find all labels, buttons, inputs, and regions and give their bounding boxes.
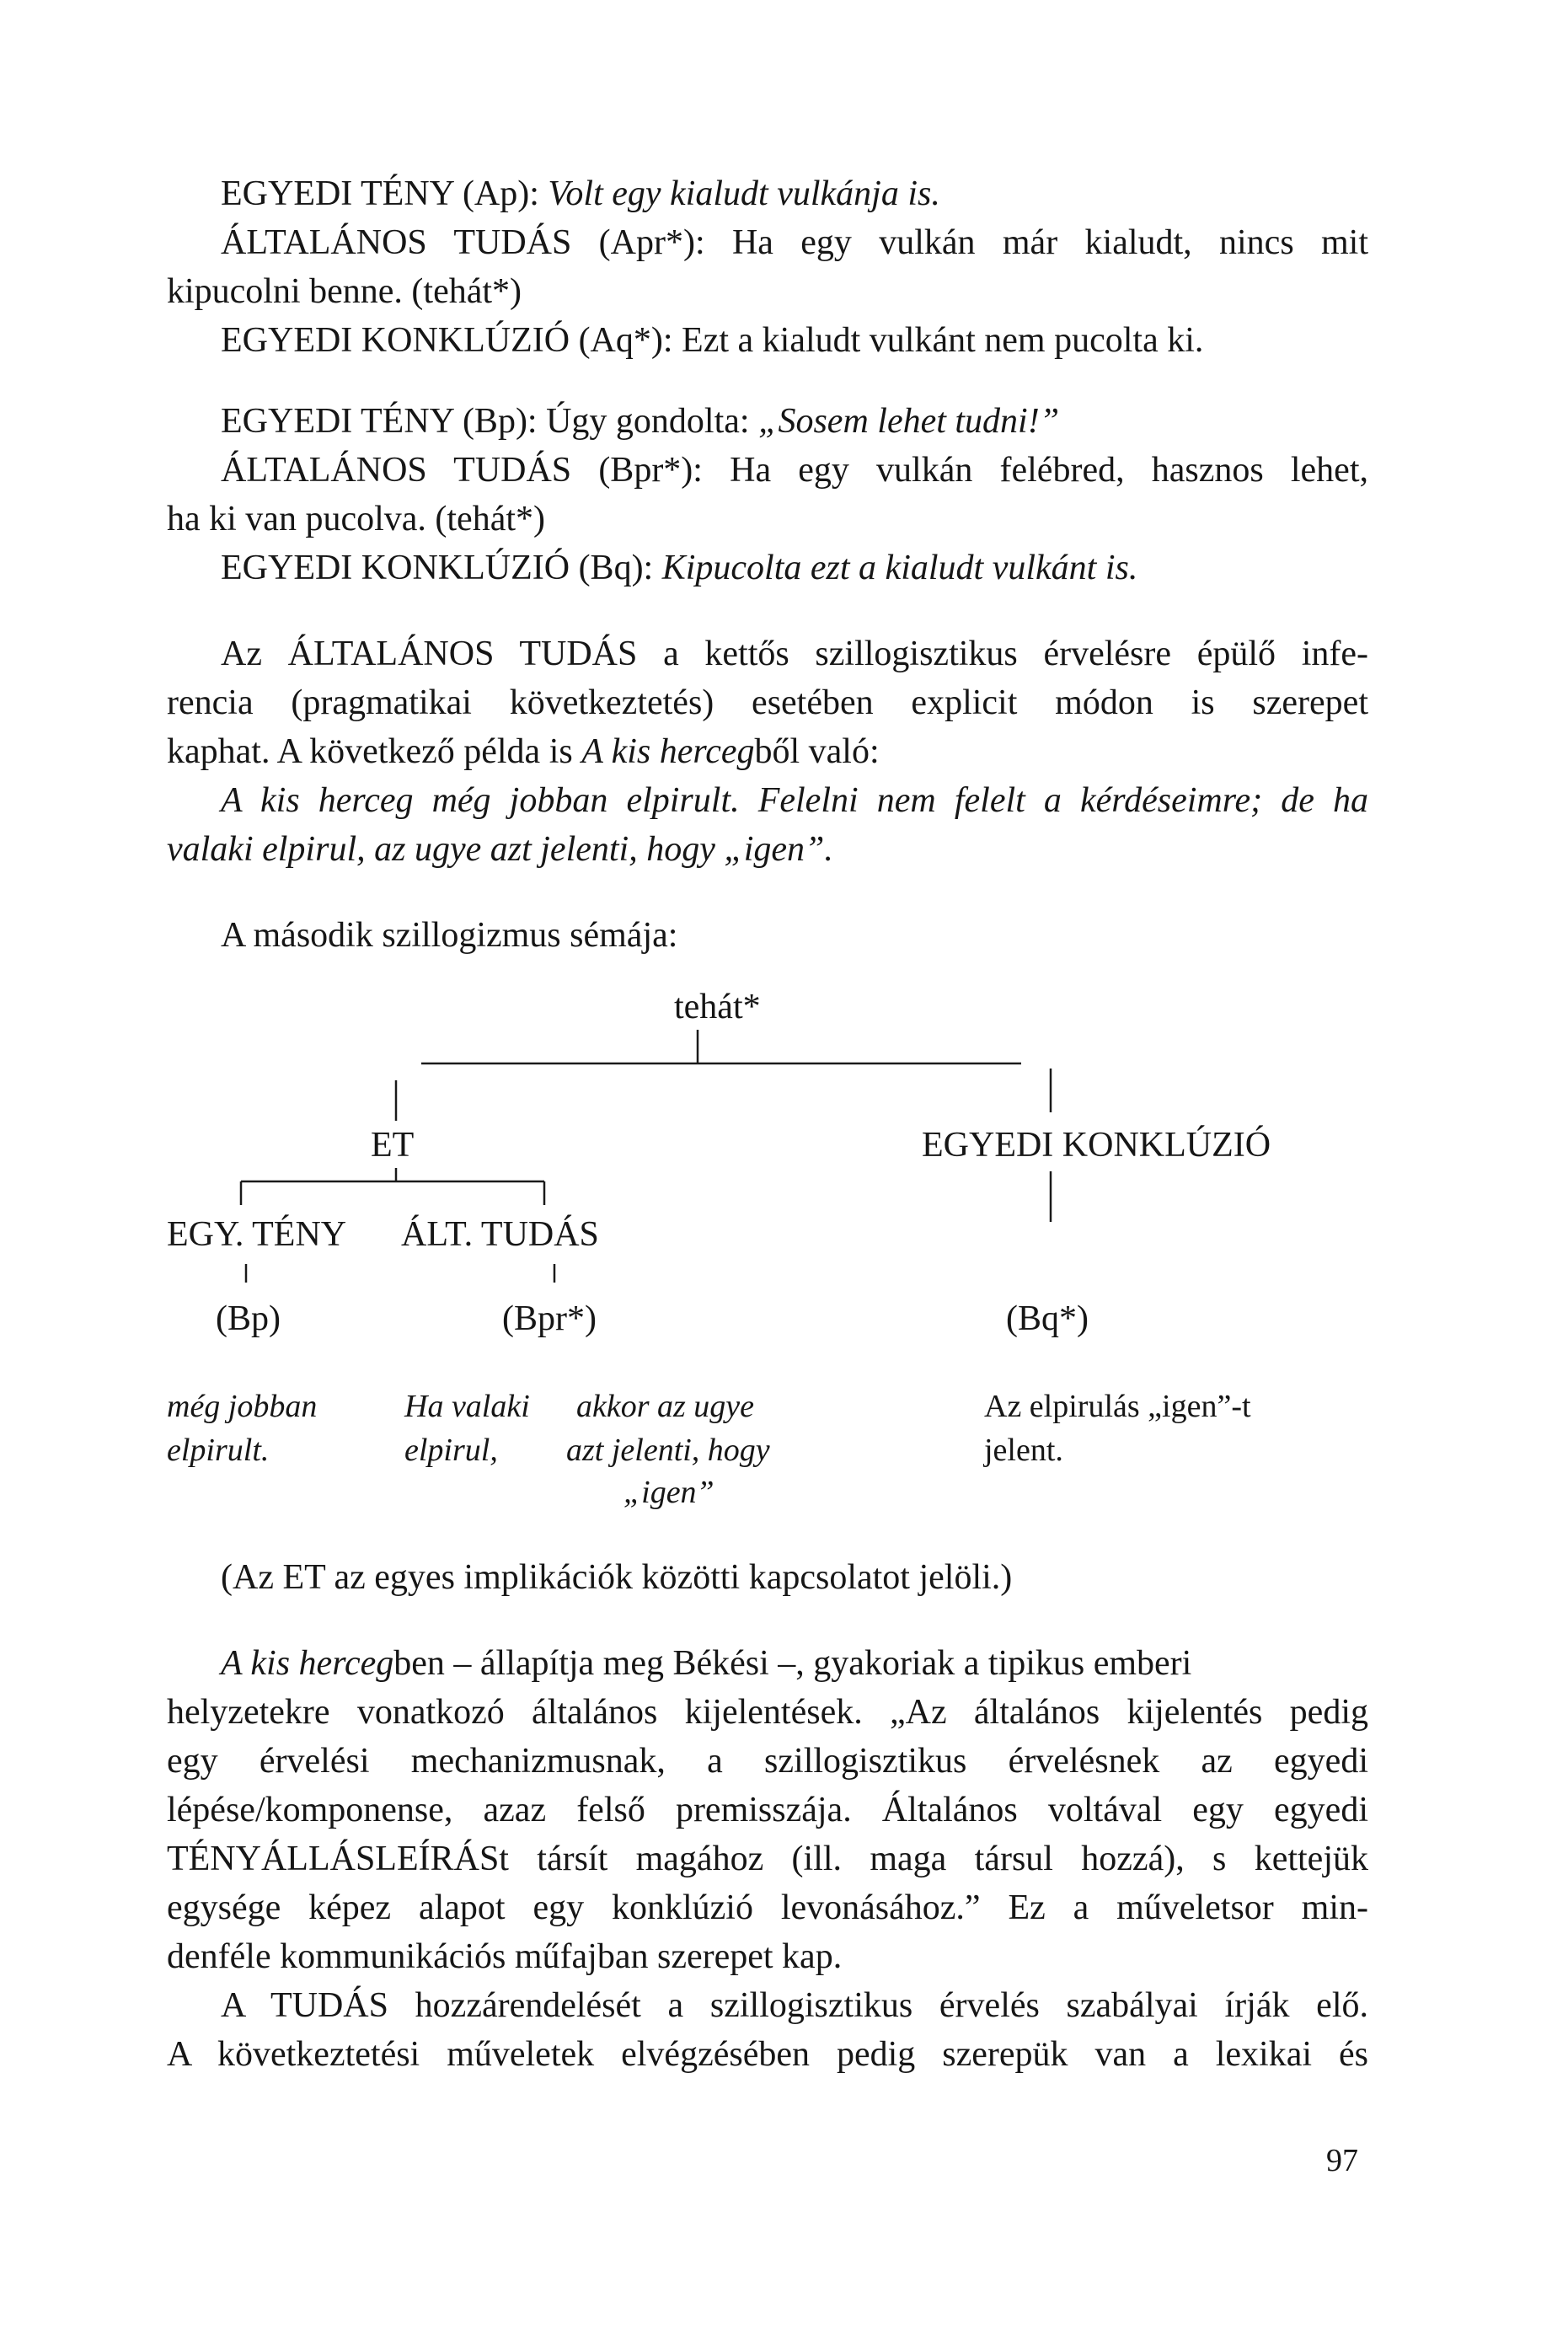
- diagram-example-knowledge-a1: Ha valaki: [404, 1389, 530, 1424]
- block-a-knowledge-line1: ÁLTALÁNOS TUDÁS (Apr*): Ha egy vulkán már kialudt, nincs mit: [221, 223, 1368, 262]
- para2-line3: egy érvelési mechanizmusnak, a szillogisztikus érvelésnek az egyedi: [167, 1742, 1368, 1781]
- block-b-conclusion-text: Kipucolta ezt a kialudt vulkánt is.: [661, 549, 1138, 587]
- diagram-et-label: ET: [371, 1126, 415, 1165]
- diagram-example-fact-2: elpirult.: [167, 1433, 270, 1468]
- diagram-example-knowledge-b2: azt jelenti, hogy: [566, 1433, 770, 1468]
- para2-line2: helyzetekre vonatkozó általános kijelentések. „Az általános kijelentés pedig: [167, 1693, 1368, 1732]
- page-number: 97: [1326, 2143, 1358, 2178]
- para1-line2: rencia (pragmatikai következtetés) esetében explicit módon is szerepet: [167, 683, 1368, 722]
- block-b-knowledge-line2: ha ki van pucolva. (tehát*): [167, 500, 545, 538]
- diagram-example-knowledge-a2: elpirul,: [404, 1433, 498, 1468]
- diagram-note: (Az ET az egyes implikációk közötti kapcsolatot jelöli.): [221, 1558, 1013, 1597]
- para2-line5: TÉNYÁLLÁSLEÍRÁSt társít magához (ill. maga társul hozzá), s kettejük: [167, 1840, 1368, 1878]
- diagram-code-fact: (Bp): [216, 1299, 281, 1338]
- para2-line7: denféle kommunikációs műfajban szerepet kap.: [167, 1937, 843, 1976]
- diagram-knowledge-label: ÁLT. TUDÁS: [401, 1215, 599, 1254]
- diagram-fact-label: EGY. TÉNY: [167, 1215, 347, 1254]
- para1-line3-post: ből való:: [754, 732, 880, 771]
- diagram-example-conclusion-1: Az elpirulás „igen”-t: [984, 1389, 1251, 1424]
- schema-title: A második szillogizmus sémája:: [221, 916, 678, 955]
- block-b-fact-text: „Sosem lehet tudni!”: [758, 402, 1060, 441]
- block-b-conclusion-label: EGYEDI KONKLÚZIÓ (Bq):: [221, 549, 662, 587]
- diagram-example-knowledge-b3: „igen”: [623, 1475, 714, 1510]
- diagram-code-conclusion: (Bq*): [1006, 1299, 1089, 1338]
- para1-line3-italic: A kis herceg: [581, 732, 755, 771]
- para1-line3-pre: kaphat. A következő példa is: [167, 732, 582, 771]
- block-a-fact-text: Volt egy kialudt vulkánja is.: [548, 174, 940, 213]
- para1-line1: Az ÁLTALÁNOS TUDÁS a kettős szillogisztikus érvelésre épülő infe-: [221, 635, 1368, 673]
- para2-line1-italic: A kis herceg: [221, 1644, 394, 1683]
- block-a-conclusion: EGYEDI KONKLÚZIÓ (Aq*): Ezt a kialudt vulkánt nem pucolta ki.: [221, 321, 1204, 360]
- para2-line4: lépése/komponense, azaz felső premisszája. Általános voltával egy egyedi: [167, 1791, 1368, 1829]
- diagram-example-conclusion-2: jelent.: [984, 1433, 1063, 1468]
- block-b-knowledge-line1: ÁLTALÁNOS TUDÁS (Bpr*): Ha egy vulkán felébred, hasznos lehet,: [221, 451, 1368, 490]
- diagram-conclusion-label: EGYEDI KONKLÚZIÓ: [922, 1126, 1271, 1165]
- diagram-top-label: tehát*: [674, 988, 761, 1026]
- diagram-example-knowledge-b1: akkor az ugye: [576, 1389, 755, 1424]
- para2-line1: [221, 1640, 1368, 1687]
- para1-quote-line2: valaki elpirul, az ugye azt jelenti, hogy „igen”.: [167, 830, 833, 869]
- block-a-fact-label: EGYEDI TÉNY (Ap):: [221, 174, 549, 213]
- block-b-fact-label: EGYEDI TÉNY (Bp): Úgy gondolta:: [221, 402, 759, 441]
- diagram-code-knowledge: (Bpr*): [502, 1299, 597, 1338]
- para2-line6: egysége képez alapot egy konklúzió levonásához.” Ez a műveletsor min-: [167, 1888, 1368, 1927]
- diagram-example-fact-1: még jobban: [167, 1389, 318, 1424]
- para3-line2: A következtetési műveletek elvégzésében pedig szerepük van a lexikai és: [167, 2035, 1368, 2074]
- para2-line1-rest: ben – állapítja meg Békési –, gyakoriak a tipikus emberi: [393, 1644, 1192, 1683]
- para1-quote-line1: A kis herceg még jobban elpirult. Felelni nem felelt a kérdéseimre; de ha: [221, 781, 1368, 820]
- para3-line1: A TUDÁS hozzárendelését a szillogisztikus érvelés szabályai írják elő.: [221, 1986, 1368, 2025]
- block-a-knowledge-line2: kipucolni benne. (tehát*): [167, 272, 522, 311]
